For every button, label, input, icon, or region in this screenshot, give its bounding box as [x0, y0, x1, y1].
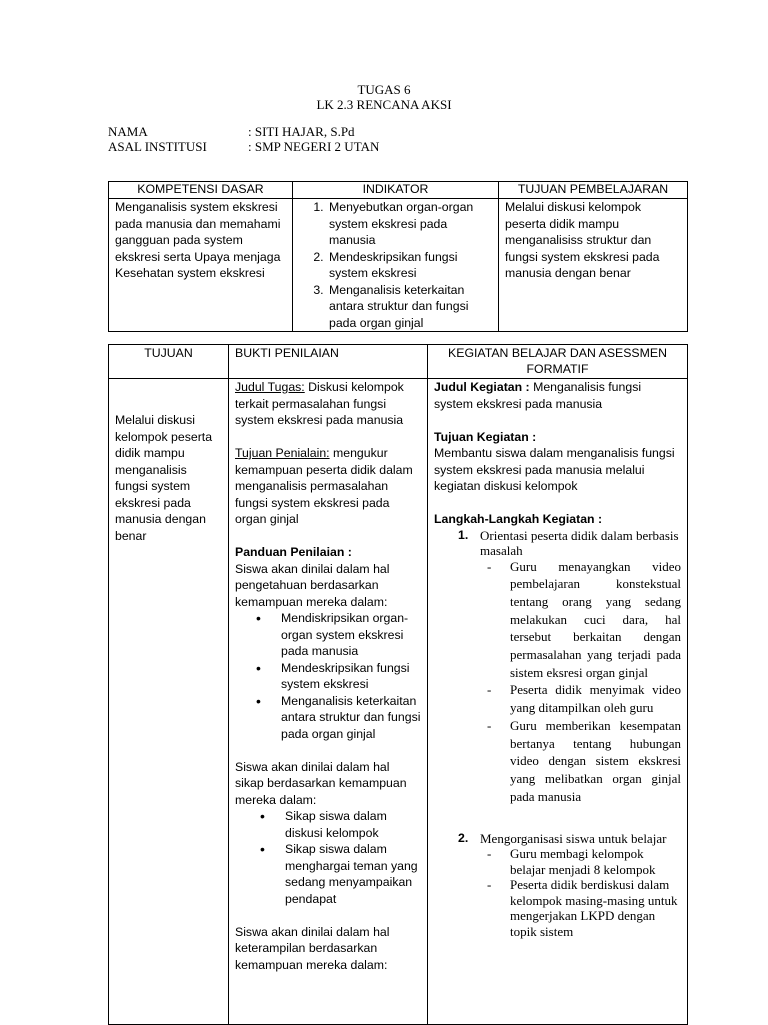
step-1-title	[434, 528, 681, 558]
header-kompetensi-dasar: KOMPETENSI DASAR	[109, 182, 293, 199]
tujuan-pembelajaran-cell: Melalui diskusi kelompok peserta didik mampu menganalisiss struktur dan fungsi system ekskresi pada manusia dengan benar	[499, 199, 688, 332]
step-number: 2.	[458, 831, 469, 846]
tujuan-text: Melalui diskusi kelompok peserta didik mampu menganalisis fungsi system ekskresi pada manusia dengan benar	[115, 413, 213, 543]
tujuan-kegiatan-text: Membantu siswa dalam menganalisis fungsi system ekskresi pada manusia melalui kegiatan diskusi kelompok	[434, 446, 675, 493]
judul-tugas-label: Judul Tugas:	[235, 380, 305, 394]
judul-tugas	[235, 379, 421, 429]
panduan-penilaian-label: Panduan Penilaian :	[235, 545, 352, 559]
header-bukti-penilaian: BUKTI PENILAIAN	[229, 345, 428, 379]
identity-label: NAMA	[108, 124, 148, 139]
tujuan-cell	[109, 379, 229, 1025]
header-indikator: INDIKATOR	[293, 182, 499, 199]
action-plan-table	[108, 344, 688, 1025]
tujuan-penilaian	[235, 445, 421, 528]
kompetensi-dasar-cell: Menganalisis system ekskresi pada manusia dan memahami gangguan pada system ekskresi serta Upaya menjaga Kesehatan system ekskresi	[109, 199, 293, 332]
step-title-text: Orientasi peserta didik dalam berbasis masalah	[480, 527, 679, 558]
identity-value: : SMP NEGERI 2 UTAN	[248, 139, 380, 154]
sikap-intro: Siswa akan dinilai dalam hal sikap berdasarkan kemampuan mereka dalam:	[235, 759, 407, 807]
langkah-kegiatan-label: Langkah-Langkah Kegiatan :	[434, 512, 603, 526]
judul-tugas-text: Diskusi kelompok terkait permasalahan fungsi system ekskresi pada manusia	[235, 380, 404, 427]
list-item: 3. Menganalisis keterkaitan antara struktur dan fungsi pada organ ginjal	[327, 282, 492, 332]
step-2-title	[434, 831, 681, 846]
header-tujuan-pembelajaran: TUJUAN PEMBELAJARAN	[499, 182, 688, 199]
header-kegiatan-belajar: KEGIATAN BELAJAR DAN ASESSMEN FORMATIF	[428, 345, 688, 379]
competency-table	[108, 181, 688, 332]
keterampilan-intro: Siswa akan dinilai dalam hal keterampilan berdasarkan kemampuan mereka dalam:	[235, 924, 390, 972]
judul-kegiatan	[434, 379, 681, 412]
sikap-list	[235, 808, 421, 907]
list-item: • Sikap siswa dalam menghargai teman yang sedang menyampaikan pendapat	[285, 841, 421, 907]
list-item: 1. Menyebutkan organ-organ system ekskresi pada manusia	[327, 199, 492, 249]
list-item: - Guru memberikan kesempatan bertanya tentang hubungan video dengan sistem ekskresi yang melibatkan organ ginjal pada manusia	[510, 717, 681, 806]
tujuan-kegiatan-label: Tujuan Kegiatan :	[434, 429, 537, 444]
identity-label: ASAL INSTITUSI	[108, 139, 207, 154]
step-2-list	[434, 846, 681, 939]
kegiatan-belajar-cell	[428, 379, 688, 1025]
list-item: - Peserta didik menyimak video yang ditampilkan oleh guru	[510, 681, 681, 716]
document-subtitle: LK 2.3 RENCANA AKSI	[316, 97, 452, 112]
list-item: - Guru membagi kelompok belajar menjadi 8 kelompok	[510, 846, 681, 877]
judul-kegiatan-label: Judul Kegiatan :	[434, 380, 530, 394]
pengetahuan-list	[235, 610, 421, 742]
step-number: 1.	[458, 527, 469, 542]
indikator-cell	[293, 199, 499, 332]
list-item: • Mendeskripsikan fungsi system ekskresi	[281, 660, 421, 693]
tujuan-penilaian-text: mengukur kemampuan peserta didik dalam menganalisis permasalahan fungsi system ekskresi pada organ ginjal	[235, 446, 413, 526]
identity-value: : SITI HAJAR, S.Pd	[248, 124, 355, 139]
list-item: - Guru menayangkan video pembelajaran konstekstual tentang orang yang sedang melakukan cuci dara, hal tersebut berkaitan dengan permasalahan yang terjadi pada sistem eksresi organ ginjal	[510, 558, 681, 682]
pengetahuan-intro: Siswa akan dinilai dalam hal pengetahuan berdasarkan kemampuan mereka dalam:	[235, 561, 390, 609]
indikator-list	[293, 199, 492, 331]
list-item: • Sikap siswa dalam diskusi kelompok	[285, 808, 421, 841]
list-item: • Mendiskripsikan organ-organ system ekskresi pada manusia	[281, 610, 421, 660]
list-item: - Peserta didik berdiskusi dalam kelompok masing-masing untuk mengerjakan LKPD dengan topik sistem	[510, 877, 681, 939]
judul-kegiatan-text: Menganalisis fungsi system ekskresi pada manusia	[434, 380, 642, 411]
header-tujuan: TUJUAN	[109, 345, 229, 379]
list-item: 2. Mendeskripsikan fungsi system ekskresi	[327, 249, 492, 282]
step-title-text: Mengorganisasi siswa untuk belajar	[480, 831, 667, 847]
bukti-penilaian-cell	[229, 379, 428, 1025]
document-title: TUGAS 6	[357, 82, 411, 97]
step-1-list	[434, 558, 681, 806]
list-item: • Menganalisis keterkaitan antara struktur dan fungsi pada organ ginjal	[281, 693, 421, 743]
tujuan-penilaian-label: Tujuan Penialain:	[235, 446, 330, 460]
